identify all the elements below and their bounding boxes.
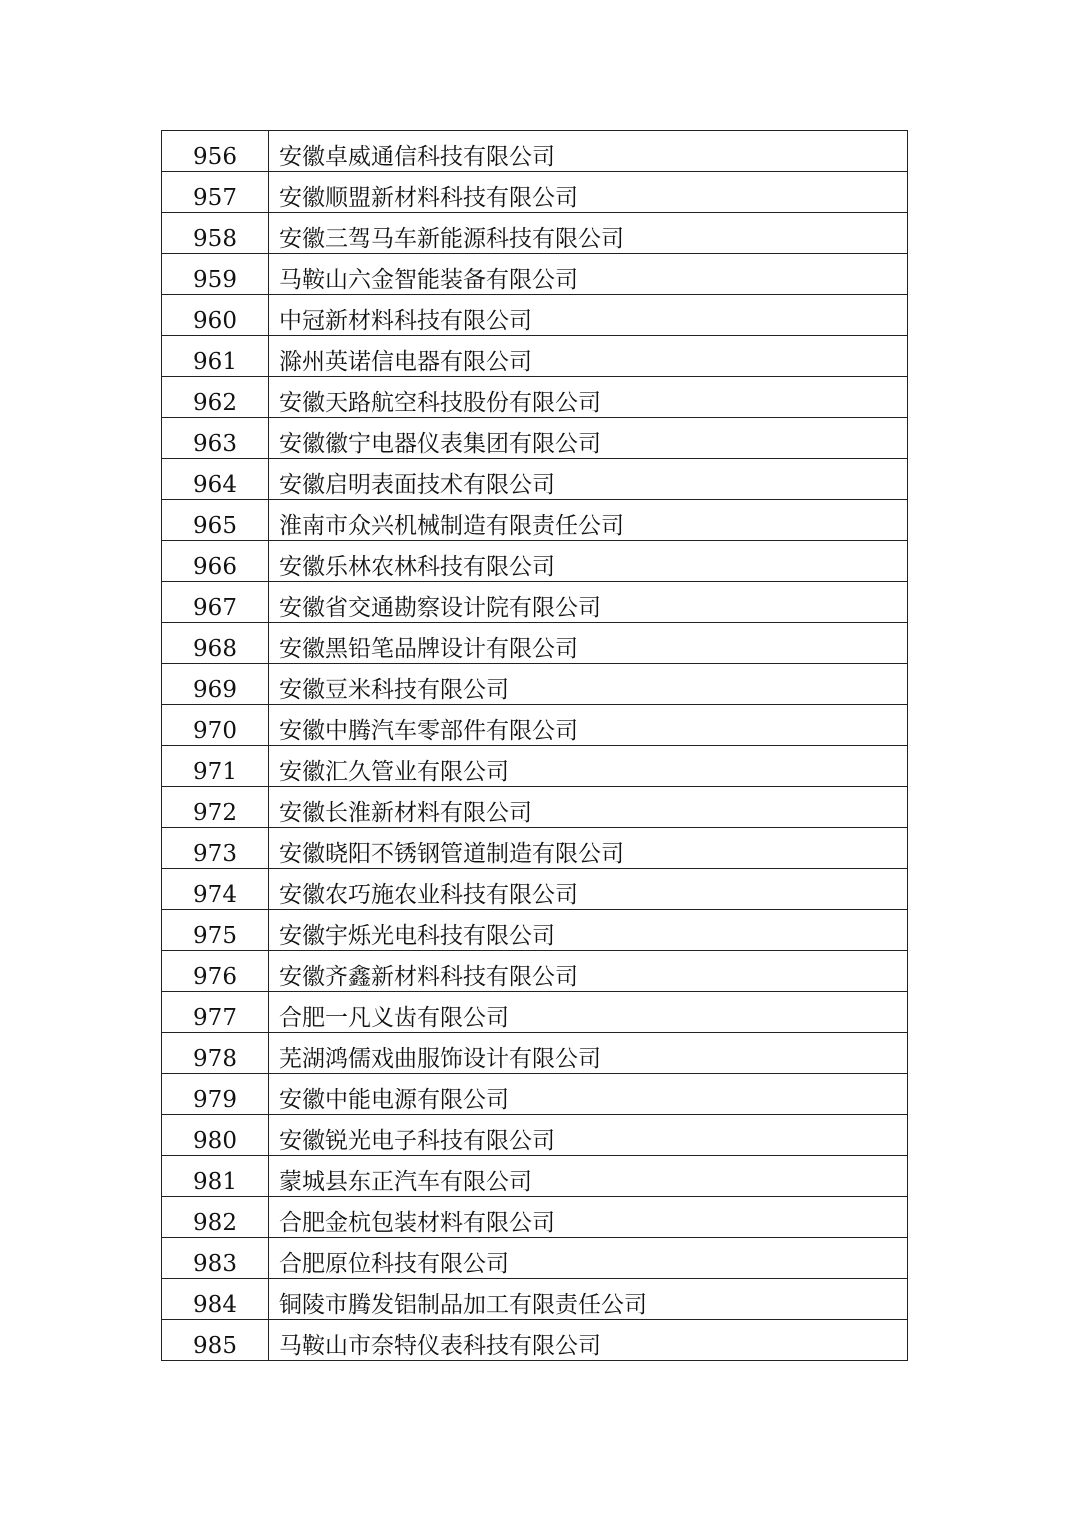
table-row (162, 1279, 908, 1320)
company-name: 安徽豆米科技有限公司 (279, 677, 509, 703)
row-number: 979 (193, 1087, 237, 1113)
row-number: 984 (193, 1292, 237, 1318)
row-number: 960 (193, 308, 237, 334)
row-number-cell (162, 254, 269, 295)
row-number: 981 (193, 1169, 237, 1195)
company-name-cell (269, 213, 908, 254)
table-row (162, 623, 908, 664)
table-row (162, 418, 908, 459)
table-row (162, 172, 908, 213)
company-name-cell (269, 1197, 908, 1238)
table-row (162, 377, 908, 418)
company-name: 安徽锐光电子科技有限公司 (279, 1128, 555, 1154)
row-number: 977 (193, 1005, 237, 1031)
row-number: 967 (193, 595, 237, 621)
row-number: 963 (193, 431, 237, 457)
row-number-cell (162, 582, 269, 623)
company-name-cell (269, 869, 908, 910)
company-name: 安徽黑铅笔品牌设计有限公司 (279, 636, 578, 662)
table-row (162, 1197, 908, 1238)
company-name: 芜湖鸿儒戏曲服饰设计有限公司 (279, 1046, 601, 1072)
row-number-cell (162, 869, 269, 910)
company-name-cell (269, 664, 908, 705)
company-name: 马鞍山六金智能装备有限公司 (279, 267, 578, 293)
row-number-cell (162, 1156, 269, 1197)
company-name: 安徽长淮新材料有限公司 (279, 800, 532, 826)
table-row (162, 131, 908, 172)
table-row (162, 1156, 908, 1197)
row-number-cell (162, 664, 269, 705)
company-name: 安徽宇烁光电科技有限公司 (279, 923, 555, 949)
row-number-cell (162, 1279, 269, 1320)
company-name: 安徽徽宁电器仪表集团有限公司 (279, 431, 601, 457)
row-number: 959 (193, 267, 237, 293)
company-name-cell (269, 787, 908, 828)
row-number-cell (162, 705, 269, 746)
row-number: 974 (193, 882, 237, 908)
table-row (162, 541, 908, 582)
company-name-cell (269, 705, 908, 746)
company-name: 滁州英诺信电器有限公司 (279, 349, 532, 375)
row-number: 961 (193, 349, 237, 375)
row-number: 978 (193, 1046, 237, 1072)
company-name: 合肥金杭包装材料有限公司 (279, 1210, 555, 1236)
row-number-cell (162, 1197, 269, 1238)
company-name-cell (269, 377, 908, 418)
company-name-cell (269, 459, 908, 500)
row-number-cell (162, 1033, 269, 1074)
table-row (162, 746, 908, 787)
row-number: 962 (193, 390, 237, 416)
row-number-cell (162, 500, 269, 541)
company-name-cell (269, 582, 908, 623)
row-number: 976 (193, 964, 237, 990)
row-number-cell (162, 1074, 269, 1115)
company-name: 马鞍山市奈特仪表科技有限公司 (279, 1333, 601, 1359)
row-number: 957 (193, 185, 237, 211)
company-name: 合肥一凡义齿有限公司 (279, 1005, 509, 1031)
row-number: 958 (193, 226, 237, 252)
company-name-cell (269, 500, 908, 541)
row-number: 966 (193, 554, 237, 580)
row-number-cell (162, 951, 269, 992)
company-name: 安徽启明表面技术有限公司 (279, 472, 555, 498)
company-name: 安徽农巧施农业科技有限公司 (279, 882, 578, 908)
table-row (162, 336, 908, 377)
row-number-cell (162, 746, 269, 787)
row-number: 985 (193, 1333, 237, 1359)
row-number-cell (162, 1115, 269, 1156)
table-row (162, 254, 908, 295)
table-row (162, 1074, 908, 1115)
company-name: 蒙城县东正汽车有限公司 (279, 1169, 532, 1195)
table-row (162, 500, 908, 541)
company-name: 安徽汇久管业有限公司 (279, 759, 509, 785)
company-name-cell (269, 1115, 908, 1156)
company-name-cell (269, 1074, 908, 1115)
table-row (162, 213, 908, 254)
table-row (162, 1320, 908, 1361)
company-name-cell (269, 336, 908, 377)
table-body (162, 131, 908, 1361)
company-name-cell (269, 951, 908, 992)
row-number: 969 (193, 677, 237, 703)
table-row (162, 1115, 908, 1156)
company-name: 安徽天路航空科技股份有限公司 (279, 390, 601, 416)
row-number: 968 (193, 636, 237, 662)
row-number-cell (162, 828, 269, 869)
company-name-cell (269, 418, 908, 459)
row-number: 971 (193, 759, 237, 785)
row-number: 965 (193, 513, 237, 539)
row-number-cell (162, 336, 269, 377)
row-number-cell (162, 1238, 269, 1279)
company-name: 安徽晓阳不锈钢管道制造有限公司 (279, 841, 624, 867)
row-number-cell (162, 787, 269, 828)
row-number: 956 (193, 144, 237, 170)
company-name: 安徽中能电源有限公司 (279, 1087, 509, 1113)
company-name-cell (269, 910, 908, 951)
row-number: 980 (193, 1128, 237, 1154)
company-name-cell (269, 623, 908, 664)
company-name: 合肥原位科技有限公司 (279, 1251, 509, 1277)
row-number-cell (162, 172, 269, 213)
company-name-cell (269, 1279, 908, 1320)
row-number-cell (162, 213, 269, 254)
company-name: 中冠新材料科技有限公司 (279, 308, 532, 334)
company-name-cell (269, 295, 908, 336)
table-row (162, 910, 908, 951)
table-row (162, 1238, 908, 1279)
row-number-cell (162, 1320, 269, 1361)
company-name: 安徽卓威通信科技有限公司 (279, 144, 555, 170)
company-name: 安徽顺盟新材料科技有限公司 (279, 185, 578, 211)
row-number: 970 (193, 718, 237, 744)
row-number-cell (162, 295, 269, 336)
row-number-cell (162, 992, 269, 1033)
company-name-cell (269, 828, 908, 869)
company-list-table (161, 130, 908, 1361)
row-number: 982 (193, 1210, 237, 1236)
company-name: 安徽齐鑫新材料科技有限公司 (279, 964, 578, 990)
table-row (162, 664, 908, 705)
row-number: 973 (193, 841, 237, 867)
company-name: 安徽中腾汽车零部件有限公司 (279, 718, 578, 744)
company-name-cell (269, 746, 908, 787)
company-name-cell (269, 1033, 908, 1074)
table-row (162, 787, 908, 828)
table-row (162, 951, 908, 992)
company-name-cell (269, 254, 908, 295)
row-number-cell (162, 418, 269, 459)
company-name-cell (269, 992, 908, 1033)
row-number-cell (162, 910, 269, 951)
table-row (162, 582, 908, 623)
company-name-cell (269, 1238, 908, 1279)
company-name-cell (269, 172, 908, 213)
table-row (162, 992, 908, 1033)
row-number-cell (162, 459, 269, 500)
row-number: 983 (193, 1251, 237, 1277)
table-row (162, 705, 908, 746)
row-number: 964 (193, 472, 237, 498)
row-number-cell (162, 377, 269, 418)
row-number-cell (162, 623, 269, 664)
row-number: 975 (193, 923, 237, 949)
table-row (162, 1033, 908, 1074)
table-row (162, 828, 908, 869)
table-row (162, 869, 908, 910)
company-name: 安徽乐林农林科技有限公司 (279, 554, 555, 580)
row-number-cell (162, 541, 269, 582)
table-row (162, 295, 908, 336)
company-name-cell (269, 1156, 908, 1197)
company-name: 安徽三驾马车新能源科技有限公司 (279, 226, 624, 252)
company-name-cell (269, 1320, 908, 1361)
row-number: 972 (193, 800, 237, 826)
table-row (162, 459, 908, 500)
row-number-cell (162, 131, 269, 172)
company-name-cell (269, 131, 908, 172)
company-name: 安徽省交通勘察设计院有限公司 (279, 595, 601, 621)
company-name: 淮南市众兴机械制造有限责任公司 (279, 513, 624, 539)
company-name-cell (269, 541, 908, 582)
company-name: 铜陵市腾发铝制品加工有限责任公司 (279, 1292, 647, 1318)
